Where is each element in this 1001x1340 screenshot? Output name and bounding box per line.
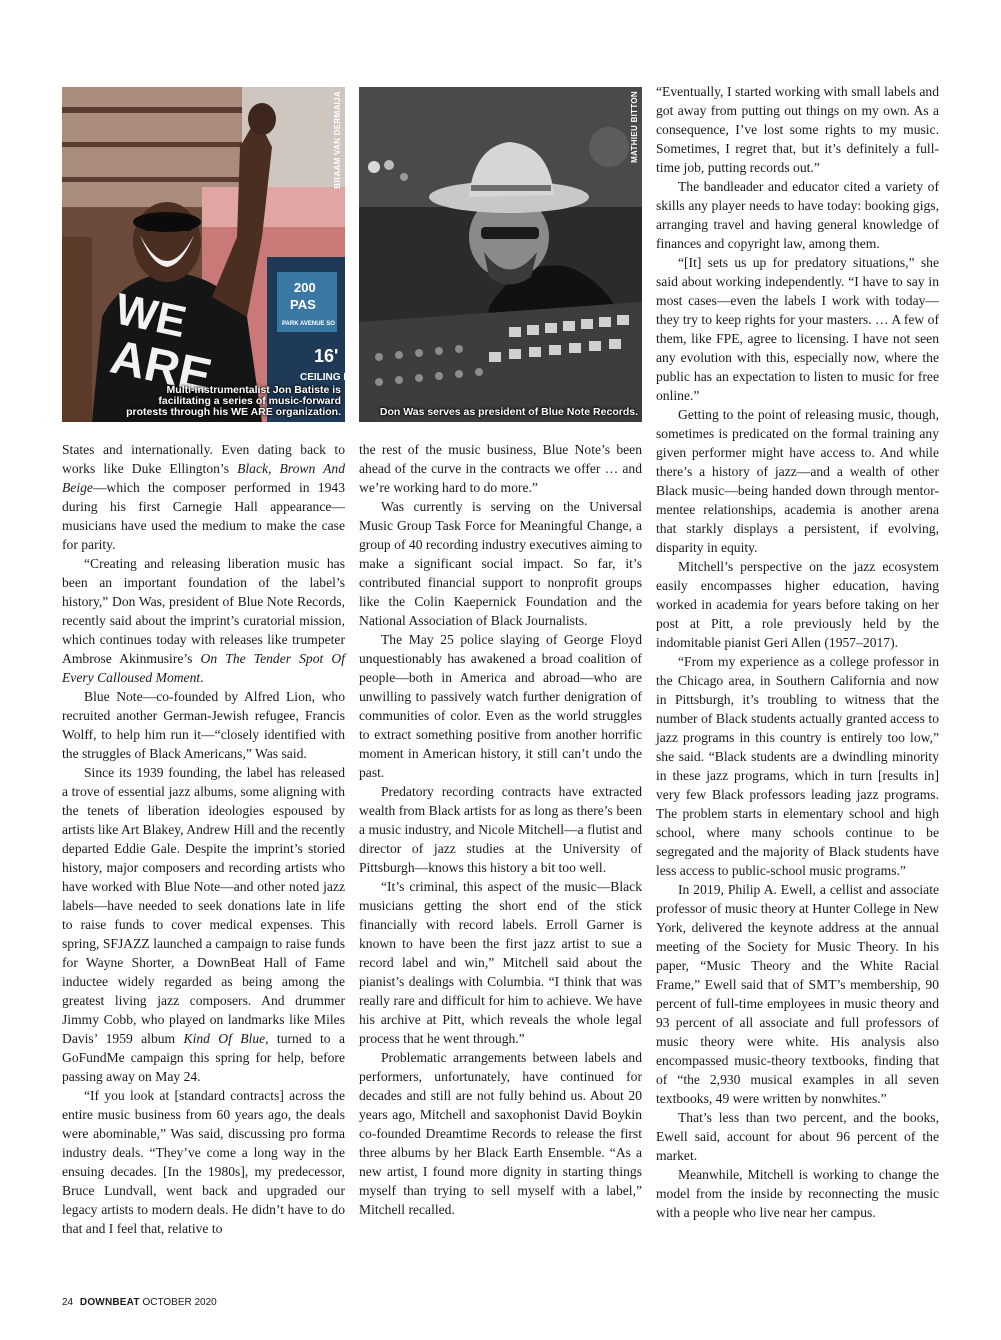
svg-text:200: 200 bbox=[294, 280, 316, 295]
paragraph: “Creating and releasing liberation music has been an important foundation of the label’s history,” Don Was, president of Blue Note Records, recently said about the imprint’s curatorial mission, which continues today with releases like trumpeter Ambrose Akinmusire’s On The Tender Spot Of Every Calloused Moment. bbox=[62, 556, 345, 685]
issue-date: OCTOBER 2020 bbox=[142, 1297, 217, 1308]
paragraph: Mitchell’s perspective on the jazz ecosystem easily encompasses higher education, having worked in academia for years before taking on her post at Pitt, a role previously held by the indomitable pianist Geri Allen (1957–2017). bbox=[656, 559, 939, 650]
paragraph: Meanwhile, Mitchell is working to change the model from the inside by reconnecting the music with a people who live near her campus. bbox=[656, 1167, 939, 1220]
paragraph: Since its 1939 founding, the label has released a trove of essential jazz albums, some aligning with the tenets of liberation ideologies espoused by artists like Art Blakey, Andrew Hill and the recently departed Eddie Gale. Despite the imprint’s storied history, major composers and recording artists who have worked with Blue Note—and other noted jazz labels—have needed to seek donations late in life to raise funds to cover medical expenses. This spring, SFJAZZ launched a campaign to raise funds for Wayne Shorter, a DownBeat Hall of Fame inductee widely regarded as being among the greatest living jazz composers. And drummer Jimmy Cobb, who played on landmarks like Miles Davis’ 1959 album Kind Of Blue, turned to a GoFundMe campaign this spring for help, before passing away on May 24. bbox=[62, 765, 345, 1084]
article-column-2 bbox=[359, 440, 642, 1219]
svg-text:PAS: PAS bbox=[290, 297, 316, 312]
paragraph: “It’s criminal, this aspect of the music—Black musicians getting the short end of the stick financially with record labels. Erroll Garner is known to have been the first jazz artist to sue a record label and win,” Mitchell said about the pianist’s dealings with Columbia. “I think that was really rare and difficult for him to achieve. We have his archive at Pitt, which reveals the whole legal process that he went through.” bbox=[359, 879, 642, 1046]
paragraph: Predatory recording contracts have extracted wealth from Black artists for as long as there’s been a music industry, and Nicole Mitchell—a flutist and director of jazz studies at the University of Pittsburgh—knows this history a bit too well. bbox=[359, 784, 642, 875]
paragraph: “Eventually, I started working with small labels and got away from putting out things on my own. As a consequence, I’ve lost some rights to my music. Sometimes, I regret that, but it’s definitely a full-time job, putting records out.” bbox=[656, 84, 939, 175]
page-number: 24 bbox=[62, 1297, 74, 1308]
paragraph: “[It] sets us up for predatory situations,” she said about working independently. “I have to say in most cases—even the labels I work with today—they try to keep rights for your masters. … A few of them, like FPE, agree to licensing. I have not seen any evolution with this, especially now, where the public has an expectation to listen to music for free online.” bbox=[656, 255, 939, 403]
paragraph: Was currently is serving on the Universal Music Group Task Force for Meaningful Change, a group of 40 recording industry executives aiming to make a significant social impact. So far, it’s contributed financial support to nonprofit groups like the Colin Kaepernick Foundation and the National Association of Black Journalists. bbox=[359, 499, 642, 628]
page-footer bbox=[62, 1297, 217, 1308]
svg-text:PARK AVENUE SO: PARK AVENUE SO bbox=[282, 321, 335, 327]
paragraph: In 2019, Philip A. Ewell, a cellist and associate professor of music theory at Hunter College in New York, delivered the keynote address at the annual meeting of the Society for Music Theory. In his paper, “Music Theory and the White Racial Frame,” Ewell said that of SMT’s membership, 90 percent of full-time employees in music theory and 93 percent of all associate and full professors of music theory were white. His analysis also encompassed music-theory textbooks, finding that of “the 2,930 musical examples in all seven textbooks, 49 were written by nonwhites.” bbox=[656, 882, 939, 1106]
caption-line: facilitating a series of music-forward bbox=[158, 395, 341, 407]
photo-don-was-image bbox=[359, 87, 642, 422]
paragraph: Problematic arrangements between labels and performers, unfortunately, have continued for decades and still are not fully behind us. About 20 years ago, Mitchell and saxophonist David Boykin co-founded Dreamtime Records to release the first three albums by her Black Earth Ensemble. “As a new artist, I found more dignity in starting things myself than trying to sell myself with a label,” Mitchell recalled. bbox=[359, 1050, 642, 1217]
svg-text:WE: WE bbox=[110, 284, 191, 348]
paragraph: Blue Note—co-founded by Alfred Lion, who recruited another German-Jewish refugee, Francis Wolff, to help him run it—“closely identified with the struggles of Black Americans,” Was said. bbox=[62, 689, 345, 761]
paragraph: “If you look at [standard contracts] across the entire music business from 60 years ago, the deals were abominable,” Was said, discussing pro forma industry deals. “They’ve come a long way in the ensuing decades. [In the 1980s], my predecessor, Bruce Lundvall, went back and upgraded our legacy artists to modern deals. He didn’t have to do that and I feel that, relative to bbox=[62, 1088, 345, 1236]
photo-caption-left bbox=[101, 385, 341, 418]
caption-line: protests through his WE ARE organization. bbox=[126, 406, 341, 418]
article-column-1 bbox=[62, 440, 345, 1238]
paragraph: That’s less than two percent, and the books, Ewell said, account for about 96 percent of the market. bbox=[656, 1110, 939, 1163]
paragraph: The bandleader and educator cited a variety of skills any player needs to have today: booking gigs, arranging travel and having general knowledge of finances and copyright law, among them. bbox=[656, 179, 939, 251]
photo-don-was bbox=[359, 87, 642, 422]
caption-line: Multi-instrumentalist Jon Batiste is bbox=[166, 384, 341, 396]
magazine-name: DOWNBEAT bbox=[79, 1297, 140, 1308]
photo-credit-left: BRAAM VAN DERMAIJA bbox=[333, 91, 342, 189]
photo-jon-batiste-image bbox=[62, 87, 351, 422]
paragraph: The May 25 police slaying of George Floyd unquestionably has awakened a broad coalition of people—both in America and abroad—who are unwilling to passively watch further denigration of communities of color. Even as the world struggles to extract something positive from another horrific moment in American history, it still can’t undo the past. bbox=[359, 632, 642, 780]
article-column-3 bbox=[656, 82, 939, 1222]
paragraph: States and internationally. Even dating back to works like Duke Ellington’s Black, Brown And Beige—which the composer performed in 1943 during his first Carnegie Hall appearance—musicians have used the medium to make the case for parity. bbox=[62, 442, 345, 552]
svg-text:CEILING H: CEILING H bbox=[300, 372, 351, 383]
photo-caption-right: Don Was serves as president of Blue Note Records. bbox=[379, 406, 638, 418]
photo-credit-right: MATHIEU BITTON bbox=[630, 91, 639, 163]
paragraph: “From my experience as a college professor in the Chicago area, in Southern California and now in Pittsburgh, it’s troubling to witness that the number of Black students actually granted access to jazz programs in this country is entirely too low,” she said. “Black students are a dwindling minority in these jazz programs, which in turn [results in] very few Black professors leading jazz programs. The problem starts in elementary school and high school, where many schools continue to be segregated and the majority of Black students have less access to public-school music programs.” bbox=[656, 654, 939, 878]
svg-text:ARE: ARE bbox=[105, 330, 216, 404]
paragraph: Getting to the point of releasing music, though, sometimes is predicated on the formal training any given performer might have access to. And while there’s a history of jazz—and a wealth of other Black music—being handed down through mentor-mentee relationships, academia is another arena that starkly displays a persistent, if evolving, disparity in equity. bbox=[656, 407, 939, 555]
photo-jon-batiste bbox=[62, 87, 351, 422]
svg-text:16': 16' bbox=[314, 346, 339, 366]
paragraph: the rest of the music business, Blue Note’s been ahead of the curve in the contracts we offer … and we’re working hard to do more.” bbox=[359, 442, 642, 495]
